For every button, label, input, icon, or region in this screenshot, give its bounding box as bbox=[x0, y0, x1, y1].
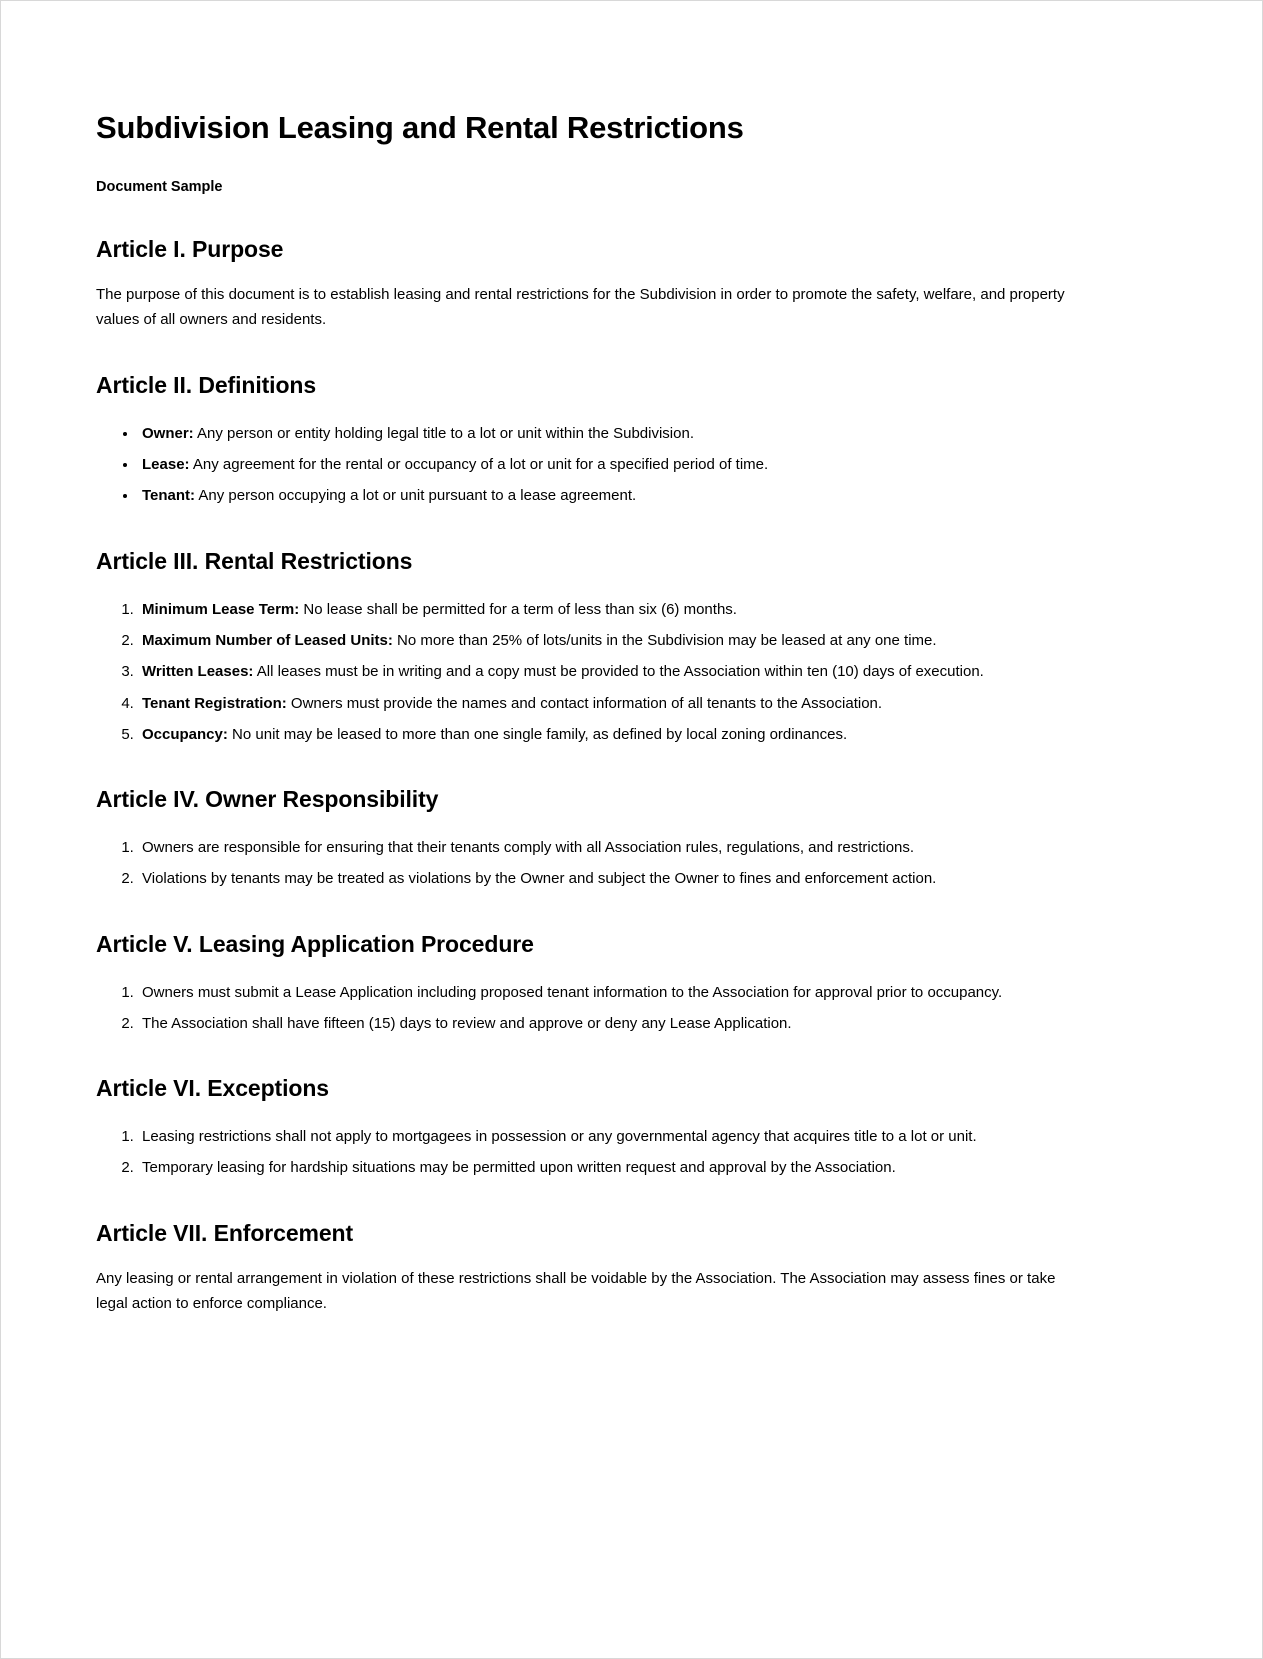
heading-article-iii: Article III. Rental Restrictions bbox=[96, 547, 413, 574]
section-article-ii bbox=[96, 371, 1078, 509]
section-article-i bbox=[96, 235, 1078, 333]
definition-term: Tenant: bbox=[142, 487, 196, 505]
responsibility-text: Violations by tenants may be treated as violations by the Owner and subject the Owner to fines and enforcement action. bbox=[142, 870, 937, 888]
heading-article-vii: Article VII. Enforcement bbox=[96, 1219, 354, 1246]
definition-term: Lease: bbox=[142, 456, 190, 474]
restriction-term: Minimum Lease Term: bbox=[142, 600, 300, 618]
restriction-text: All leases must be in writing and a copy must be provided to the Association within ten (10) days of execution. bbox=[253, 663, 984, 681]
list-item bbox=[138, 1156, 1078, 1180]
list-item bbox=[138, 1125, 1078, 1149]
restriction-text: No unit may be leased to more than one single family, as defined by local zoning ordinances. bbox=[227, 725, 848, 743]
restriction-text: No lease shall be permitted for a term of less than six (6) months. bbox=[299, 600, 737, 618]
procedure-text: Owners must submit a Lease Application including proposed tenant information to the Association for approval prior to occupancy. bbox=[142, 983, 1003, 1001]
exception-text: Temporary leasing for hardship situations may be permitted upon written request and approval by the Association. bbox=[142, 1159, 896, 1177]
document-content bbox=[96, 109, 1078, 1317]
restriction-text: No more than 25% of lots/units in the Subdivision may be leased at any one time. bbox=[392, 631, 937, 649]
restriction-text: Owners must provide the names and contact information of all tenants to the Association. bbox=[286, 694, 883, 712]
responsibility-text: Owners are responsible for ensuring that their tenants comply with all Association rules, regulations, and restrictions. bbox=[142, 839, 915, 857]
list-item bbox=[138, 484, 1078, 508]
section-article-iv bbox=[96, 785, 1078, 891]
page-title: Subdivision Leasing and Rental Restrictions bbox=[96, 110, 744, 145]
list-item bbox=[138, 836, 1078, 860]
list-item bbox=[138, 629, 1078, 653]
list-item bbox=[138, 422, 1078, 446]
definition-text: Any person or entity holding legal title to a lot or unit within the Subdivision. bbox=[193, 424, 694, 442]
section-article-vii bbox=[96, 1219, 1078, 1317]
leasing-application-list bbox=[96, 981, 1078, 1037]
section-article-v bbox=[96, 930, 1078, 1036]
list-item bbox=[138, 723, 1078, 747]
section-article-vi bbox=[96, 1074, 1078, 1180]
heading-article-i: Article I. Purpose bbox=[96, 235, 284, 262]
exceptions-list bbox=[96, 1125, 1078, 1181]
restriction-term: Maximum Number of Leased Units: bbox=[142, 631, 393, 649]
rental-restrictions-list bbox=[96, 598, 1078, 747]
list-item bbox=[138, 981, 1078, 1005]
document-subtitle: Document Sample bbox=[96, 178, 223, 195]
heading-article-vi: Article VI. Exceptions bbox=[96, 1075, 329, 1102]
procedure-text: The Association shall have fifteen (15) days to review and approve or deny any Lease Application. bbox=[142, 1014, 792, 1032]
paragraph-article-i: The purpose of this document is to establish leasing and rental restrictions for the Subdivision in order to promote the safety, welfare, and property values of all owners and residents. bbox=[96, 286, 1065, 329]
restriction-term: Written Leases: bbox=[142, 663, 254, 681]
restriction-term: Tenant Registration: bbox=[142, 694, 287, 712]
paragraph-article-vii: Any leasing or rental arrangement in violation of these restrictions shall be voidable by the Association. The Association may assess fines or take legal action to enforce compliance. bbox=[96, 1270, 1056, 1313]
section-article-iii bbox=[96, 547, 1078, 747]
restriction-term: Occupancy: bbox=[142, 725, 228, 743]
definition-term: Owner: bbox=[142, 424, 194, 442]
definition-text: Any person occupying a lot or unit pursuant to a lease agreement. bbox=[195, 487, 637, 505]
heading-article-ii: Article II. Definitions bbox=[96, 371, 317, 398]
owner-responsibility-list bbox=[96, 836, 1078, 892]
list-item bbox=[138, 598, 1078, 622]
exception-text: Leasing restrictions shall not apply to mortgagees in possession or any governmental agency that acquires title to a lot or unit. bbox=[142, 1128, 977, 1145]
definition-text: Any agreement for the rental or occupancy of a lot or unit for a specified period of time. bbox=[189, 456, 769, 474]
heading-article-iv: Article IV. Owner Responsibility bbox=[96, 786, 439, 813]
heading-article-v: Article V. Leasing Application Procedure bbox=[96, 930, 534, 957]
list-item bbox=[138, 453, 1078, 477]
list-item bbox=[138, 660, 1078, 684]
list-item bbox=[138, 692, 1078, 716]
list-item bbox=[138, 867, 1078, 891]
list-item bbox=[138, 1012, 1078, 1036]
definitions-list bbox=[96, 422, 1078, 509]
